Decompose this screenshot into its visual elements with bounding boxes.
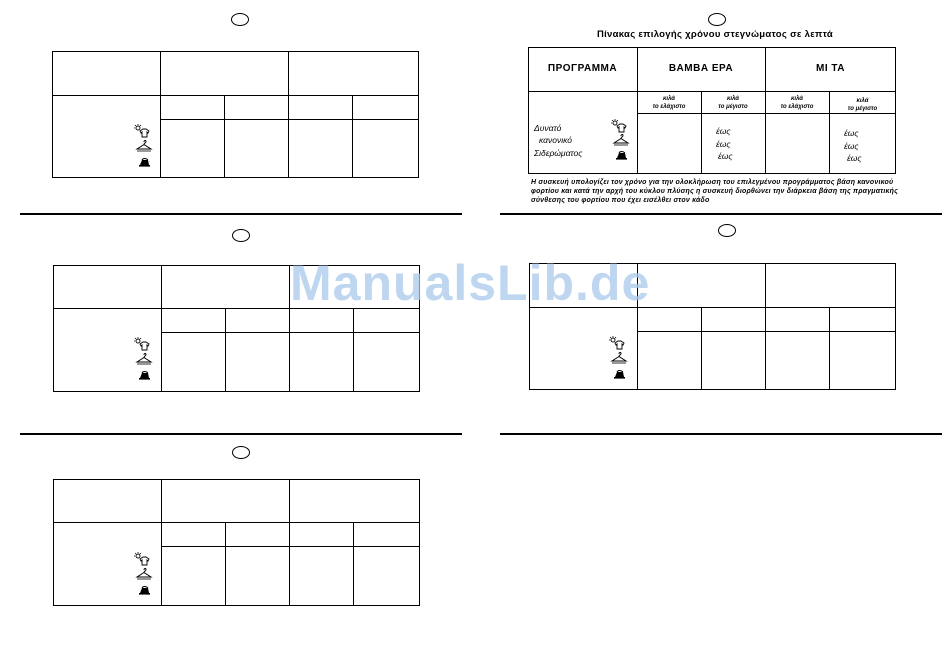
iron-icon [136, 154, 154, 168]
cotton-max-load-label: κιλά το μέγιστο [718, 96, 748, 110]
synthetic-min-load-label: κιλά το ελάχιστο [780, 96, 814, 110]
iron-icon [611, 366, 629, 380]
hanger-icon [135, 351, 153, 365]
iron-icon [613, 147, 631, 161]
drying-table-empty-1 [52, 51, 419, 178]
row-label-strong: Δυνατό [534, 123, 562, 133]
footnote: Η συσκευή υπολογίζει τον χρόνο για την ολοκλήρωση του επιλεγμένου προγράμματος βάση κανονικού φορτίου και κατά την αρχή του κύκλου πλύσης η συσκευή διορθώνει την διάρκεια βάση της πραγματικής σύνθεσης του φορτίου που έχει εισέλθει στον κάδο [531, 179, 899, 204]
row-label-normal: κανονικό [539, 135, 572, 145]
iron-icon [136, 582, 154, 596]
sun-shirt-icon [133, 337, 151, 351]
row-label-ironing: Σιδερώματος [534, 148, 583, 158]
page-title: Πίνακας επιλογής χρόνου στεγνώματος σε λεπτά [596, 29, 834, 40]
section-divider [20, 213, 462, 215]
synthetic-max-load-label: κιλά το μέγιστο [847, 98, 878, 112]
sun-shirt-icon [610, 119, 628, 133]
synthetic-range-strong: έως [844, 128, 859, 138]
hanger-icon [135, 138, 153, 152]
iron-icon [136, 367, 154, 381]
col-header-program: ΠΡΟΓΡΑΜΜΑ [547, 63, 618, 74]
col-header-synthetic: ΜΙ ΤΑ [816, 63, 845, 74]
language-marker-oval [708, 13, 726, 26]
cotton-min-load-label: κιλά το ελάχιστο [652, 96, 686, 110]
hanger-icon [610, 350, 628, 364]
hanger-icon [612, 132, 630, 146]
synthetic-range-normal: έως [844, 141, 859, 151]
sun-shirt-icon [133, 124, 151, 138]
sun-shirt-icon [133, 552, 151, 566]
language-marker-oval [232, 446, 250, 459]
cotton-range-normal: έως [716, 139, 731, 149]
cotton-range-ironing: έως [718, 151, 733, 161]
cotton-range-strong: έως [716, 126, 731, 136]
language-marker-oval [231, 13, 249, 26]
col-header-cotton: ΒΑΜΒΑ ΕΡΑ [668, 63, 734, 74]
synthetic-range-ironing: έως [847, 153, 862, 163]
section-divider [500, 213, 942, 215]
watermark: ManualsLib.de [290, 255, 651, 311]
hanger-icon [135, 566, 153, 580]
drying-table-empty-3 [53, 479, 420, 606]
language-marker-oval [232, 229, 250, 242]
section-divider [500, 433, 942, 435]
sun-shirt-icon [608, 336, 626, 350]
section-divider [20, 433, 462, 435]
language-marker-oval [718, 224, 736, 237]
